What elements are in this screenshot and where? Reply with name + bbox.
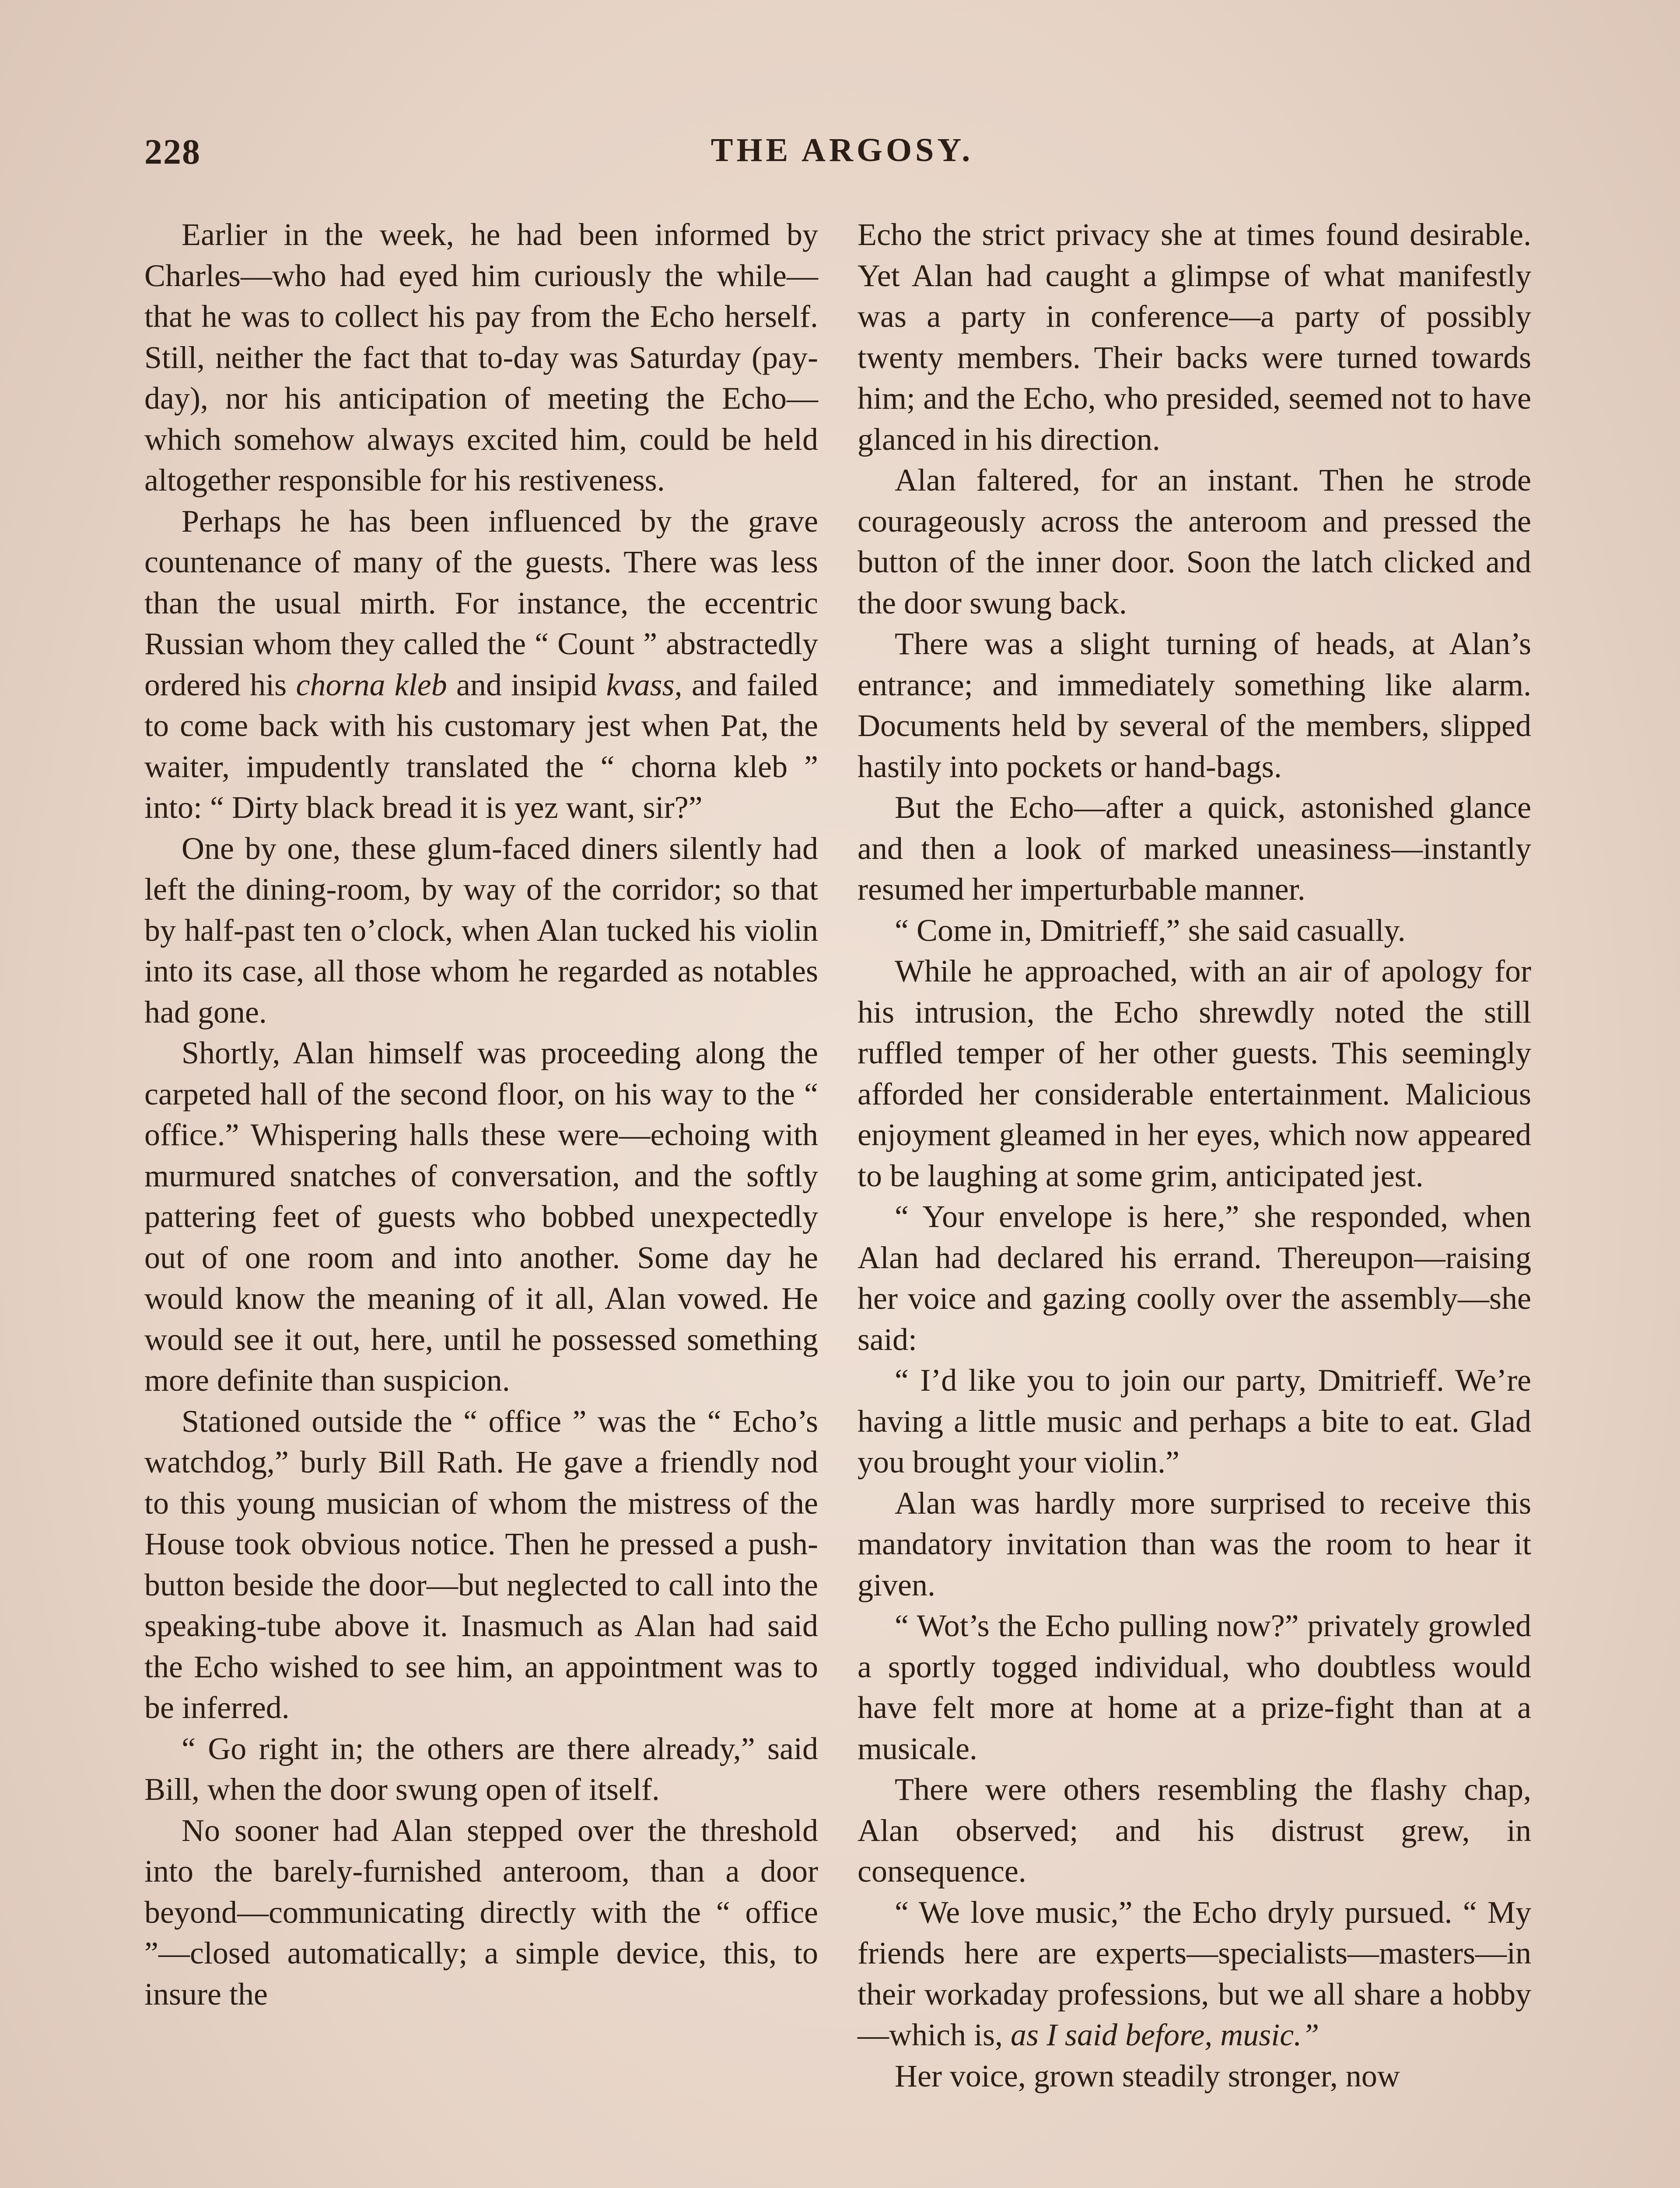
paragraph	[858, 1892, 1531, 2056]
paragraph: “ Wot’s the Echo pulling now?” privately growled a sportly togged individual, who doubtless would have felt more at home at a prize-fight than at a musicale.	[858, 1608, 1531, 1766]
running-title: THE ARGOSY.	[710, 132, 974, 168]
page-number: 228	[144, 132, 201, 172]
paragraph: “ Come in, Dmitrieff,” she said casually.	[895, 912, 1406, 948]
paragraph: Earlier in the week, he had been informed by Charles—who had eyed him curiously the while—that he was to collect his pay from the Echo herself. Still, neither the fact that to-day was Saturday (pay-day), nor his anticipation of meeting the Echo—which somehow always excited him, could be held altogether responsible for his restiveness.	[144, 217, 818, 498]
paragraph: Echo the strict privacy she at times found desirable. Yet Alan had caught a glimpse of what manifestly was a party in conference—a party of possibly twenty members. Their backs were turned towards him; and the Echo, who presided, seemed not to have glanced in his direction.	[858, 217, 1531, 457]
paragraph: While he approached, with an air of apology for his intrusion, the Echo shrewdly noted the still ruffled temper of her other guests. This seemingly afforded her considerable entertainment. Malicious enjoyment gleamed in her eyes, which now appeared to be laughing at some grim, anticipated jest.	[858, 954, 1531, 1193]
paragraph-text: Perhaps he has been influenced by the grave countenance of many of the guests. There was less than the usual mirth. For instance, the eccentric Russian whom they called the “ Count ” abstractedly ordered his	[144, 503, 818, 702]
paragraph: Alan was hardly more surprised to receive this mandatory invitation than was the room to hear it given.	[858, 1485, 1531, 1602]
paragraph: Her voice, grown steadily stronger, now	[895, 2058, 1400, 2093]
paragraph: Shortly, Alan himself was proceeding along the carpeted hall of the second floor, on his way to the “ office.” Whispering halls these were—echoing with murmured snatches of conversation, and the softly pattering feet of guests who bobbed unexpectedly out of one room and into another. Some day he would know the meaning of it all, Alan vowed. He would see it out, here, until he possessed something more definite than suspicion.	[144, 1035, 818, 1398]
paragraph: “ Go right in; the others are there already,” said Bill, when the door swung open of itself.	[144, 1731, 818, 1807]
italic-text: as I said before, music.”	[1010, 2017, 1320, 2052]
page-header	[144, 131, 1540, 184]
paragraph: “ I’d like you to join our party, Dmitrieff. We’re having a little music and perhaps a bite to eat. Glad you brought your violin.”	[858, 1363, 1531, 1480]
paragraph: Alan faltered, for an instant. Then he strode courageously across the anteroom and pressed the button of the inner door. Soon the latch clicked and the door swung back.	[858, 463, 1531, 621]
paragraph-text: and failed to come back with his customary jest when Pat, the waiter, impudently translated the “ chorna kleb ” into: “ Dirty black bread it is yez want, sir?”	[144, 667, 818, 825]
paragraph: One by one, these glum-faced diners silently had left the dining-room, by way of the corridor; so that by half-past ten o’clock, when Alan tucked his violin into its case, all those whom he regarded as notables had gone.	[144, 831, 818, 1030]
italic-text: chorna kleb	[296, 667, 447, 702]
paragraph: No sooner had Alan stepped over the threshold into the barely-furnished anteroom, than a door beyond—communicating directly with the “ office ”—closed automatically; a simple device, this, to insure the	[144, 1813, 818, 2012]
paragraph: But the Echo—after a quick, astonished glance and then a look of marked uneasiness—instantly resumed her imperturbable manner.	[858, 790, 1531, 907]
paragraph	[144, 501, 818, 828]
paragraph-text: “ We love music,” the Echo dryly pursued. “ My friends here are experts—specialists—masters—in their workaday professions, but we all share a hobby—which is,	[858, 1894, 1531, 2052]
paragraph: There were others resembling the flashy chap, Alan observed; and his distrust grew, in consequence.	[858, 1772, 1531, 1889]
left-column	[144, 214, 818, 2015]
paragraph: There was a slight turning of heads, at Alan’s entrance; and immediately something like alarm. Documents held by several of the members, slipped hastily into pockets or hand-bags.	[858, 626, 1531, 784]
right-column	[858, 214, 1531, 2097]
paragraph: Stationed outside the “ office ” was the “ Echo’s watchdog,” burly Bill Rath. He gave a friendly nod to this young musician of whom the mistress of the House took obvious notice. Then he pressed a push-button beside the door—but neglected to call into the speaking-tube above it. Inasmuch as Alan had said the Echo wished to see him, an appointment was to be inferred.	[144, 1403, 818, 1725]
italic-text: kvass,	[606, 667, 682, 702]
paragraph-text: and insipid	[447, 667, 606, 702]
paragraph: “ Your envelope is here,” she responded, when Alan had declared his errand. Thereupon—raising her voice and gazing coolly over the assembly—she said:	[858, 1199, 1531, 1357]
